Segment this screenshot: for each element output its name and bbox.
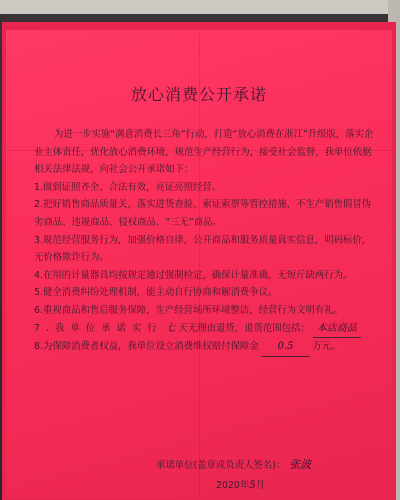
date-month: 5 <box>249 480 256 491</box>
pledge-item-4: 4.在用的计量器具均按规定通过强制检定，确保计量准确，无短斤缺两行为。 <box>34 269 353 281</box>
pledge-item-6: 6.重视商品和售后服务保障，生产经营场所环境整洁，经营行为文明有礼。 <box>34 304 343 316</box>
pledge-item-1: 1.做到证照齐全、合法有效，亮证亮照经营。 <box>34 181 222 193</box>
pledge-poster <box>6 30 392 498</box>
pledge-item-7 <box>34 320 374 339</box>
pledge-item-3: 3.规范经营服务行为，加强价格自律，公开商品和服务质量真实信息，明码标价，无价格欺诈行为。 <box>34 234 372 264</box>
signature-label: 承诺单位(盖章或负责人签名)： <box>156 460 286 471</box>
intro-paragraph: 为进一步实施“满意消费长三角”行动，打造“放心消费在浙江”升级版，落实企业主体责任，优化放心消费环境，规范生产经营行为，接受社会监督，我单位依据相关法律法规，向社会公开承诺如下： <box>34 129 374 176</box>
date-prefix: 2020年 <box>216 480 250 491</box>
item7-prefix: 7.我单位承诺实行 <box>34 322 163 334</box>
pledge-item-2: 2.把好销售商品质量关，落实进货查验、索证索票等管控措施，不生产销售假冒伪劣商品、违规商品、侵权商品、“三无”商品。 <box>34 199 372 228</box>
pledge-item-5: 5.健全消费纠纷处理机制，能主动自行协商和解消费争议。 <box>34 287 278 299</box>
pledge-body <box>34 126 374 357</box>
item8-amount: 0.5 <box>262 338 310 357</box>
date-suffix: 月 <box>255 480 265 491</box>
item7-middle: 天无理由退货，退货范围包括： <box>178 322 310 334</box>
signature-line <box>156 455 376 476</box>
signature-name: 张波 <box>289 458 312 471</box>
item7-scope: 本店商品 <box>313 320 361 339</box>
poster-title: 放心消费公开承诺 <box>130 85 267 104</box>
item8-suffix: 万元。 <box>312 341 341 353</box>
item7-days: 七 <box>165 322 176 334</box>
signature-block <box>156 455 376 496</box>
wall-background <box>0 0 400 14</box>
signature-date <box>156 476 376 496</box>
pledge-item-8 <box>34 338 374 357</box>
item8-prefix: 8.为保障消费者权益，我单位设立消费维权赔付保障金 <box>34 341 259 353</box>
